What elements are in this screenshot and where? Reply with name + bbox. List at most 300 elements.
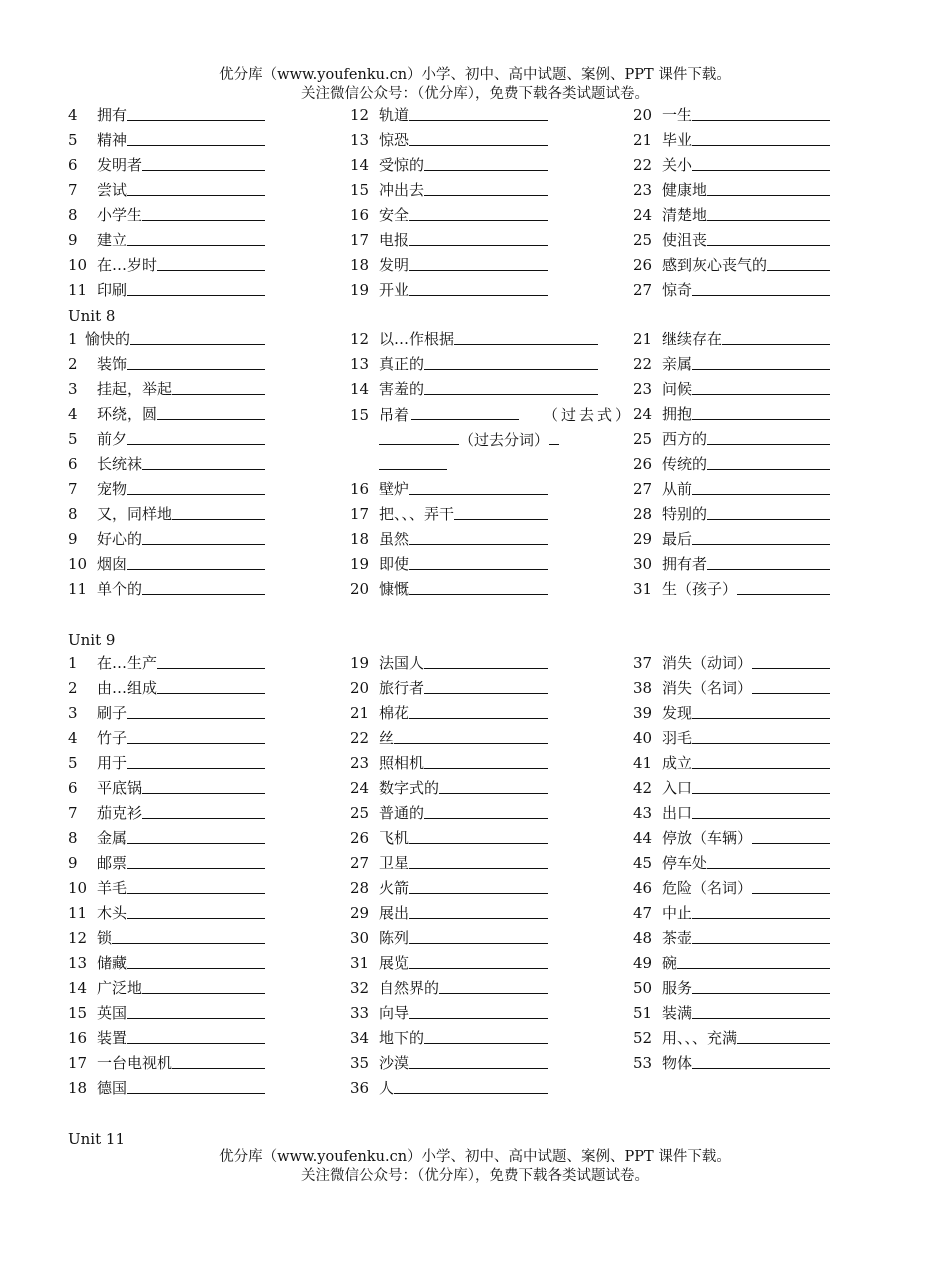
answer-blank-pp-start[interactable]	[549, 427, 559, 445]
vocab-item	[68, 676, 285, 701]
item-text: 发现	[662, 704, 693, 722]
answer-blank[interactable]	[424, 178, 548, 196]
item-number: 16	[68, 1029, 88, 1047]
item-text: 发明者	[97, 156, 143, 174]
item-number: 12	[350, 106, 370, 124]
answer-blank[interactable]	[127, 427, 265, 445]
vocab-item	[633, 502, 850, 527]
item-text: 使沮丧	[662, 231, 708, 249]
item-text: 人	[379, 1079, 395, 1097]
unit9-col1	[68, 651, 285, 1101]
item-number: 33	[350, 1004, 370, 1022]
vocab-item	[68, 477, 285, 502]
answer-blank[interactable]	[409, 228, 548, 246]
answer-blank[interactable]	[722, 327, 830, 345]
item-number: 52	[633, 1029, 653, 1047]
vocab-item	[68, 427, 285, 452]
answer-blank[interactable]	[409, 477, 548, 495]
answer-blank[interactable]	[172, 1051, 265, 1069]
answer-blank[interactable]	[692, 726, 830, 744]
answer-blank[interactable]	[127, 128, 265, 146]
answer-blank[interactable]	[411, 402, 519, 420]
answer-blank[interactable]	[692, 377, 830, 395]
item-text: 精神	[97, 131, 128, 149]
vocab-item	[68, 701, 285, 726]
item-number: 19	[350, 555, 370, 573]
answer-blank[interactable]	[142, 153, 265, 171]
item-text: 吊着	[379, 406, 410, 424]
item-text: 丝	[379, 729, 395, 747]
vocab-item	[633, 901, 850, 926]
vocab-item	[633, 676, 850, 701]
item-text: 慷慨	[379, 580, 410, 598]
answer-blank[interactable]	[752, 651, 830, 669]
answer-blank[interactable]	[157, 253, 265, 271]
item-text: 在…生产	[97, 654, 158, 672]
answer-blank[interactable]	[157, 402, 265, 420]
vocab-item	[633, 278, 850, 303]
item-text: 数字式的	[379, 779, 440, 797]
answer-blank[interactable]	[127, 228, 265, 246]
item-text: 用于	[97, 754, 128, 772]
vocab-item	[68, 1051, 285, 1076]
unit9-title: Unit 9	[68, 631, 116, 649]
item-number: 22	[350, 729, 370, 747]
answer-blank[interactable]	[127, 552, 265, 570]
item-number: 42	[633, 779, 653, 797]
answer-blank[interactable]	[424, 153, 548, 171]
item-text: 出口	[662, 804, 693, 822]
item-number: 9	[68, 530, 78, 548]
footer-line-1: 优分库（www.youfenku.cn）小学、初中、高中试题、案例、PPT 课件下载。	[219, 1149, 731, 1165]
item-text: 卫星	[379, 854, 410, 872]
item-number: 1	[68, 654, 78, 672]
answer-blank[interactable]	[409, 701, 548, 719]
answer-blank[interactable]	[157, 651, 265, 669]
answer-blank[interactable]	[707, 502, 830, 520]
answer-blank[interactable]	[394, 726, 548, 744]
answer-blank[interactable]	[409, 851, 548, 869]
answer-blank[interactable]	[439, 976, 548, 994]
vocab-item	[350, 1026, 568, 1051]
vocab-item	[68, 278, 285, 303]
answer-blank-pp[interactable]	[379, 452, 447, 470]
answer-blank[interactable]	[707, 178, 830, 196]
item-text: 印刷	[97, 281, 128, 299]
answer-blank[interactable]	[112, 926, 265, 944]
item-number: 23	[633, 181, 653, 199]
vocab-item	[68, 552, 285, 577]
item-text: 消失（名词）	[662, 679, 753, 697]
item-text: 受惊的	[379, 156, 425, 174]
item-text: 健康地	[662, 181, 708, 199]
answer-blank[interactable]	[127, 851, 265, 869]
vocab-item	[68, 502, 285, 527]
vocab-item	[350, 253, 568, 278]
item-number: 38	[633, 679, 653, 697]
vocab-item	[633, 203, 850, 228]
answer-blank[interactable]	[707, 427, 830, 445]
answer-blank[interactable]	[127, 951, 265, 969]
answer-blank[interactable]	[409, 1051, 548, 1069]
answer-blank[interactable]	[692, 801, 830, 819]
item-number: 22	[633, 355, 653, 373]
item-number: 12	[68, 929, 88, 947]
item-text: 照相机	[379, 754, 425, 772]
answer-blank[interactable]	[454, 327, 598, 345]
answer-blank[interactable]	[409, 253, 548, 271]
item-number: 20	[350, 580, 370, 598]
answer-blank[interactable]	[692, 776, 830, 794]
item-text: 传统的	[662, 455, 708, 473]
item-text: 西方的	[662, 430, 708, 448]
answer-blank[interactable]	[752, 876, 830, 894]
item-number: 40	[633, 729, 653, 747]
answer-blank[interactable]	[692, 976, 830, 994]
answer-blank[interactable]	[692, 527, 830, 545]
answer-blank[interactable]	[677, 951, 830, 969]
item-text: 发明	[379, 256, 410, 274]
item-text: 害羞的	[379, 380, 425, 398]
vocab-item	[68, 1076, 285, 1101]
item-number: 3	[68, 704, 78, 722]
answer-blank[interactable]	[127, 901, 265, 919]
vocab-item	[68, 452, 285, 477]
unit8-col2-bottom	[350, 477, 568, 602]
vocab-item	[68, 776, 285, 801]
answer-blank[interactable]	[454, 502, 548, 520]
item-number: 11	[68, 281, 88, 299]
item-number: 45	[633, 854, 653, 872]
vocab-item	[633, 377, 850, 402]
item-number: 31	[633, 580, 653, 598]
answer-blank[interactable]	[127, 352, 265, 370]
answer-blank[interactable]	[127, 1001, 265, 1019]
answer-blank[interactable]	[142, 203, 265, 221]
answer-blank[interactable]	[142, 452, 265, 470]
item-number: 7	[68, 480, 78, 498]
vocab-item	[633, 402, 850, 427]
answer-blank[interactable]	[692, 1051, 830, 1069]
item-text: 火箭	[379, 879, 410, 897]
vocab-item	[633, 103, 850, 128]
page-header	[0, 66, 950, 104]
item-text: 向导	[379, 1004, 410, 1022]
answer-blank[interactable]	[127, 701, 265, 719]
answer-blank[interactable]	[409, 203, 548, 221]
item-number: 6	[68, 156, 78, 174]
vocab-item	[68, 851, 285, 876]
answer-blank[interactable]	[692, 128, 830, 146]
vocab-item	[350, 1051, 568, 1076]
answer-blank[interactable]	[424, 676, 548, 694]
answer-blank[interactable]	[439, 776, 548, 794]
answer-blank[interactable]	[409, 926, 548, 944]
item-text: 停车处	[662, 854, 708, 872]
answer-blank[interactable]	[707, 452, 830, 470]
item-number: 13	[350, 131, 370, 149]
item-text: 继续存在	[662, 330, 723, 348]
answer-blank[interactable]	[172, 502, 265, 520]
answer-blank[interactable]	[737, 577, 830, 595]
item-text: 英国	[97, 1004, 128, 1022]
answer-blank[interactable]	[409, 527, 548, 545]
vocab-item	[633, 452, 850, 477]
section1-col2	[350, 103, 568, 303]
item-text: 地下的	[379, 1029, 425, 1047]
item-text: 清楚地	[662, 206, 708, 224]
item-number: 36	[350, 1079, 370, 1097]
item-text: 装饰	[97, 355, 128, 373]
answer-blank[interactable]	[692, 751, 830, 769]
item-number: 27	[633, 281, 653, 299]
item-number: 2	[68, 355, 78, 373]
answer-blank[interactable]	[424, 377, 598, 395]
answer-blank[interactable]	[142, 801, 265, 819]
answer-blank[interactable]	[409, 876, 548, 894]
vocab-item	[633, 253, 850, 278]
unit8-title: Unit 8	[68, 307, 116, 325]
item-text: 广泛地	[97, 979, 143, 997]
vocab-item	[633, 577, 850, 602]
vocab-item	[68, 128, 285, 153]
item-text: 服务	[662, 979, 693, 997]
item-number: 4	[68, 729, 78, 747]
item-text: 木头	[97, 904, 128, 922]
item-text: 德国	[97, 1079, 128, 1097]
answer-blank[interactable]	[424, 651, 548, 669]
item-text: 邮票	[97, 854, 128, 872]
unit9-col3	[633, 651, 850, 1076]
item-text: 问候	[662, 380, 693, 398]
item-number: 11	[68, 904, 88, 922]
answer-blank[interactable]	[127, 751, 265, 769]
answer-blank[interactable]	[409, 128, 548, 146]
item-number: 44	[633, 829, 653, 847]
vocab-item	[68, 901, 285, 926]
item-number: 24	[350, 779, 370, 797]
item-text: 沙漠	[379, 1054, 410, 1072]
answer-blank[interactable]	[142, 577, 265, 595]
item-number: 16	[350, 206, 370, 224]
vocab-item	[350, 327, 618, 352]
answer-blank-past[interactable]	[379, 427, 459, 445]
item-text: 前夕	[97, 430, 128, 448]
answer-blank[interactable]	[692, 926, 830, 944]
answer-blank[interactable]	[127, 278, 265, 296]
answer-blank[interactable]	[394, 1076, 548, 1094]
vocab-item	[633, 327, 850, 352]
answer-blank[interactable]	[127, 876, 265, 894]
answer-blank[interactable]	[692, 278, 830, 296]
answer-blank[interactable]	[424, 751, 548, 769]
item-text: 羊毛	[97, 879, 128, 897]
answer-blank[interactable]	[692, 477, 830, 495]
answer-blank[interactable]	[692, 352, 830, 370]
item-text: 最后	[662, 530, 693, 548]
answer-blank[interactable]	[409, 1001, 548, 1019]
vocab-item	[633, 826, 850, 851]
item-number: 53	[633, 1054, 653, 1072]
answer-blank[interactable]	[127, 103, 265, 121]
item-number: 26	[633, 455, 653, 473]
header-line-2: 关注微信公众号：（优分库），免费下载各类试题试卷。	[301, 86, 649, 102]
vocab-item	[68, 203, 285, 228]
answer-blank[interactable]	[767, 253, 830, 271]
vocab-item	[633, 726, 850, 751]
vocab-item	[350, 278, 568, 303]
item-number: 21	[633, 330, 653, 348]
item-text: 宠物	[97, 480, 128, 498]
item-text: 愉快的	[85, 330, 131, 348]
answer-blank[interactable]	[409, 951, 548, 969]
item-number: 18	[350, 256, 370, 274]
item-number: 20	[350, 679, 370, 697]
answer-blank[interactable]	[127, 1026, 265, 1044]
item-text: 装置	[97, 1029, 128, 1047]
item-text: 自然界的	[379, 979, 440, 997]
item-text: 特别的	[662, 505, 708, 523]
item-text: 消失（动词）	[662, 654, 753, 672]
vocab-item	[350, 1001, 568, 1026]
unit8-col3	[633, 327, 850, 602]
answer-blank[interactable]	[142, 776, 265, 794]
answer-blank[interactable]	[409, 577, 548, 595]
vocab-item	[633, 552, 850, 577]
item-text: 装满	[662, 1004, 693, 1022]
item-text: 平底锅	[97, 779, 143, 797]
answer-blank[interactable]	[692, 153, 830, 171]
item-number: 20	[633, 106, 653, 124]
vocab-item	[633, 1001, 850, 1026]
answer-blank[interactable]	[707, 552, 830, 570]
item-text: 从前	[662, 480, 693, 498]
answer-blank[interactable]	[409, 552, 548, 570]
vocab-item	[350, 951, 568, 976]
answer-blank[interactable]	[127, 826, 265, 844]
header-line-1: 优分库（www.youfenku.cn）小学、初中、高中试题、案例、PPT 课件下载。	[219, 67, 731, 83]
answer-blank[interactable]	[409, 901, 548, 919]
item-number: 14	[350, 380, 370, 398]
item-number: 10	[68, 555, 88, 573]
vocab-item	[68, 801, 285, 826]
vocab-item	[350, 851, 568, 876]
item-number: 7	[68, 804, 78, 822]
item-number: 24	[633, 206, 653, 224]
item-number: 17	[350, 505, 370, 523]
section1-col1	[68, 103, 285, 303]
answer-blank[interactable]	[692, 402, 830, 420]
answer-blank[interactable]	[692, 701, 830, 719]
item-text: 安全	[379, 206, 410, 224]
item-number: 19	[350, 281, 370, 299]
item-number: 14	[68, 979, 88, 997]
item-text: 冲出去	[379, 181, 425, 199]
item-number: 8	[68, 505, 78, 523]
answer-blank[interactable]	[127, 477, 265, 495]
answer-blank[interactable]	[707, 851, 830, 869]
item-text: 建立	[97, 231, 128, 249]
page-footer	[0, 1148, 950, 1186]
item-text: 真正的	[379, 355, 425, 373]
vocab-item	[350, 552, 568, 577]
answer-blank[interactable]	[409, 103, 548, 121]
vocab-item	[350, 801, 568, 826]
item-number: 26	[633, 256, 653, 274]
item-number: 13	[68, 954, 88, 972]
vocab-item	[68, 976, 285, 1001]
answer-blank[interactable]	[424, 1026, 548, 1044]
item-text: 感到灰心丧气的	[662, 256, 768, 274]
vocab-item	[68, 178, 285, 203]
answer-blank[interactable]	[142, 976, 265, 994]
answer-blank[interactable]	[409, 278, 548, 296]
answer-blank[interactable]	[752, 676, 830, 694]
answer-blank[interactable]	[157, 676, 265, 694]
item-text: 好心的	[97, 530, 143, 548]
answer-blank[interactable]	[127, 1076, 265, 1094]
vocab-item	[68, 876, 285, 901]
item-number: 41	[633, 754, 653, 772]
answer-blank[interactable]	[707, 203, 830, 221]
item-number: 5	[68, 131, 78, 149]
item-text: 展出	[379, 904, 410, 922]
vocab-item	[633, 876, 850, 901]
item-text: 挂起，举起	[97, 380, 173, 398]
answer-blank[interactable]	[737, 1026, 830, 1044]
answer-blank[interactable]	[127, 726, 265, 744]
vocab-item	[350, 153, 568, 178]
vocab-item	[350, 751, 568, 776]
vocab-item	[68, 352, 285, 377]
vocab-item	[68, 826, 285, 851]
item-number: 35	[350, 1054, 370, 1072]
answer-blank[interactable]	[172, 377, 265, 395]
item-text: 把、、、弄干	[379, 505, 455, 523]
answer-blank[interactable]	[424, 801, 548, 819]
vocab-item	[68, 1026, 285, 1051]
answer-blank[interactable]	[707, 228, 830, 246]
vocab-item	[350, 178, 568, 203]
vocab-item	[633, 801, 850, 826]
vocab-item	[633, 1026, 850, 1051]
item-number: 31	[350, 954, 370, 972]
item-text: 陈列	[379, 929, 410, 947]
item-number: 12	[350, 330, 370, 348]
item-text: 在…岁时	[97, 256, 158, 274]
item-number: 5	[68, 754, 78, 772]
answer-blank[interactable]	[130, 327, 265, 345]
item-text: 法国人	[379, 654, 425, 672]
answer-blank[interactable]	[692, 1001, 830, 1019]
answer-blank[interactable]	[692, 103, 830, 121]
vocab-item	[350, 651, 568, 676]
item-number: 6	[68, 779, 78, 797]
answer-blank[interactable]	[692, 901, 830, 919]
item-text: 小学生	[97, 206, 143, 224]
item-number: 10	[68, 879, 88, 897]
vocab-item	[68, 228, 285, 253]
vocab-item	[633, 851, 850, 876]
vocab-item	[350, 377, 618, 402]
answer-blank[interactable]	[409, 826, 548, 844]
item-number: 5	[68, 430, 78, 448]
answer-blank[interactable]	[424, 352, 598, 370]
answer-blank[interactable]	[142, 527, 265, 545]
item-number: 9	[68, 231, 78, 249]
answer-blank[interactable]	[127, 178, 265, 196]
answer-blank[interactable]	[752, 826, 830, 844]
